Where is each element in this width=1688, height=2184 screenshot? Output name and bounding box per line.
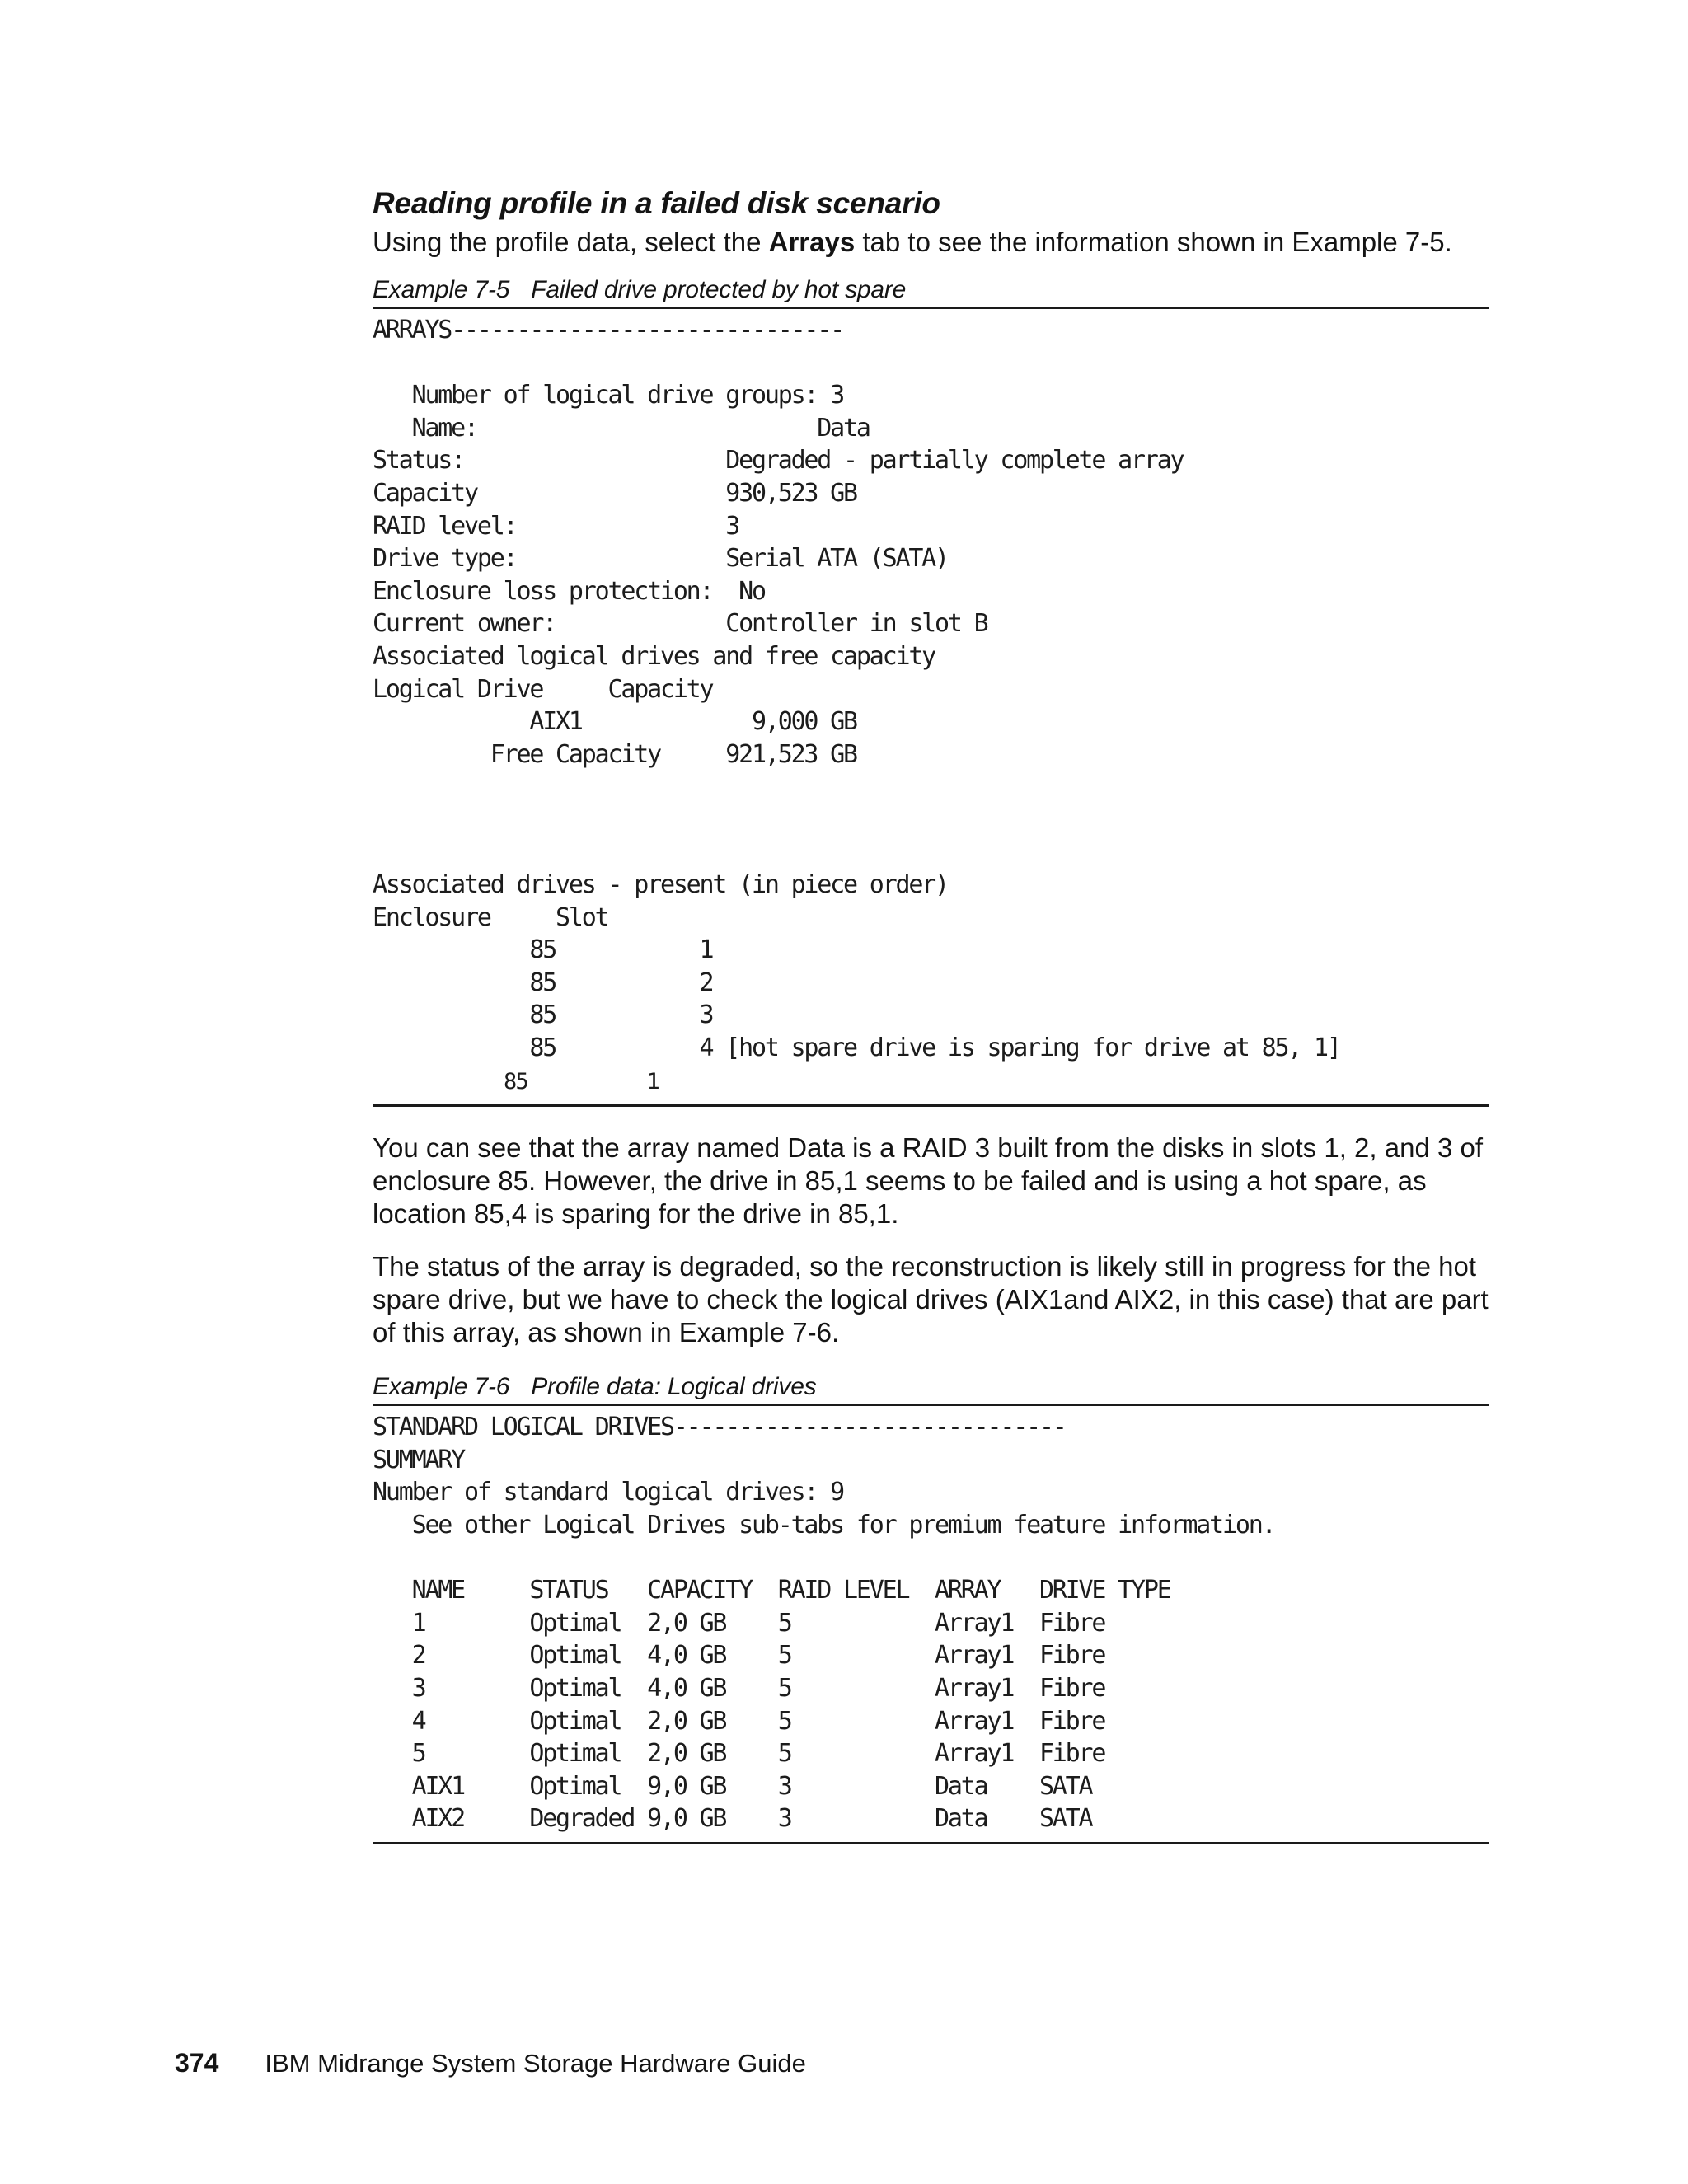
example-7-5-code-line: 85 4 [hot spare drive is sparing for drive at 85, 1] [373,1033,1340,1063]
example-7-5-code-line: Name: Data [373,413,870,443]
example-7-5-title: Failed drive protected by hot spare [531,276,907,303]
example-7-6-code-line: 1 Optimal 2,0 GB 5 Array1 Fibre [373,1608,1105,1638]
intro-text-end: tab to see the information shown in Example 7-5. [855,227,1452,257]
section-heading: Reading profile in a failed disk scenario [373,186,940,220]
arrays-tab-reference: Arrays [768,227,856,257]
example-7-5-code-line: Logical Drive Capacity [373,674,713,704]
example-7-5-code-line: Capacity 930,523 GB [373,478,856,508]
intro-paragraph [373,226,1489,259]
book-title: IBM Midrange System Storage Hardware Guide [265,2049,806,2078]
example-7-6-title: Profile data: Logical drives [531,1373,817,1401]
example-7-6-code-line: Number of standard logical drives: 9 [373,1478,844,1507]
example-7-5-code-line: Free Capacity 921,523 GB [373,739,856,769]
example-7-6-code-block [373,1404,1489,1844]
example-7-6-code-line: NAME STATUS CAPACITY RAID LEVEL ARRAY DRIVE TYPE [373,1576,1170,1605]
example-7-6-code-line: 2 Optimal 4,0 GB 5 Array1 Fibre [373,1641,1105,1671]
example-7-5-number: Example 7-5 [373,276,510,303]
example-7-5-code-line: Associated logical drives and free capacity [373,641,935,671]
example-7-6-code-line: SUMMARY [373,1445,465,1474]
example-7-5-code-line: Current owner: Controller in slot B [373,609,987,639]
example-7-6-code-line: STANDARD LOGICAL DRIVES------------------------------ [373,1413,1066,1442]
example-7-6-code-line: See other Logical Drives sub-tabs for premium feature information. [373,1511,1275,1540]
example-7-5-code-line: 85 3 [373,1001,713,1030]
example-7-6-caption [373,1371,1489,1404]
intro-text-start: Using the profile data, select the [373,227,769,257]
example-7-6-code-line: 5 Optimal 2,0 GB 5 Array1 Fibre [373,1739,1105,1769]
example-7-5-code-line: Enclosure loss protection: No [373,576,765,606]
example-7-5-code-line: ARRAYS------------------------------ [373,316,844,344]
example-7-5-code-line: 85 2 [373,968,713,997]
example-7-5-code-line: AIX1 9,000 GB [373,707,856,737]
paragraph-degraded-status: The status of the array is degraded, so the reconstruction is likely still in progress for the hot spare drive, but we have to check the logical drives (AIX1and AIX2, in this case) that are part of this array, as shown in Example 7-6. [373,1251,1489,1348]
example-7-6-number: Example 7-6 [373,1373,510,1401]
example-7-5-code-line: Number of logical drive groups: 3 [373,381,844,410]
page-content [373,183,1489,1844]
example-7-5-last-line: 85 1 [373,1068,659,1094]
example-7-5-caption [373,274,1489,307]
example-7-5-code-line: Associated drives - present (in piece order) [373,870,948,900]
page-footer [175,2042,806,2083]
paragraph-array-explanation: You can see that the array named Data is a RAID 3 built from the disks in slots 1, 2, and 3 of enclosure 85. However, the drive in 85,1 seems to be failed and is using a hot spare, as location 85,4 is sparing for the drive in 85,1. [373,1132,1484,1230]
example-7-6-code-line: 3 Optimal 4,0 GB 5 Array1 Fibre [373,1674,1105,1703]
example-7-5-code-line: Drive type: Serial ATA (SATA) [373,544,948,574]
example-7-5-lines [373,316,1340,1062]
example-7-5-code [373,314,1489,1098]
example-7-5-code-line: Enclosure Slot [373,902,608,932]
example-7-5-code-block [373,307,1489,1107]
example-7-6-code-line: AIX2 Degraded 9,0 GB 3 Data SATA [373,1804,1092,1834]
example-7-6-code-line: AIX1 Optimal 9,0 GB 3 Data SATA [373,1771,1092,1801]
example-7-5-code-line: RAID level: 3 [373,511,739,541]
example-7-6-code [373,1411,1489,1835]
example-7-5-code-line: 85 1 [373,935,713,965]
example-7-6-code-line: 4 Optimal 2,0 GB 5 Array1 Fibre [373,1706,1105,1736]
page-number: 374 [175,2048,219,2078]
example-7-5-code-line: Status: Degraded - partially complete array [373,446,1184,476]
